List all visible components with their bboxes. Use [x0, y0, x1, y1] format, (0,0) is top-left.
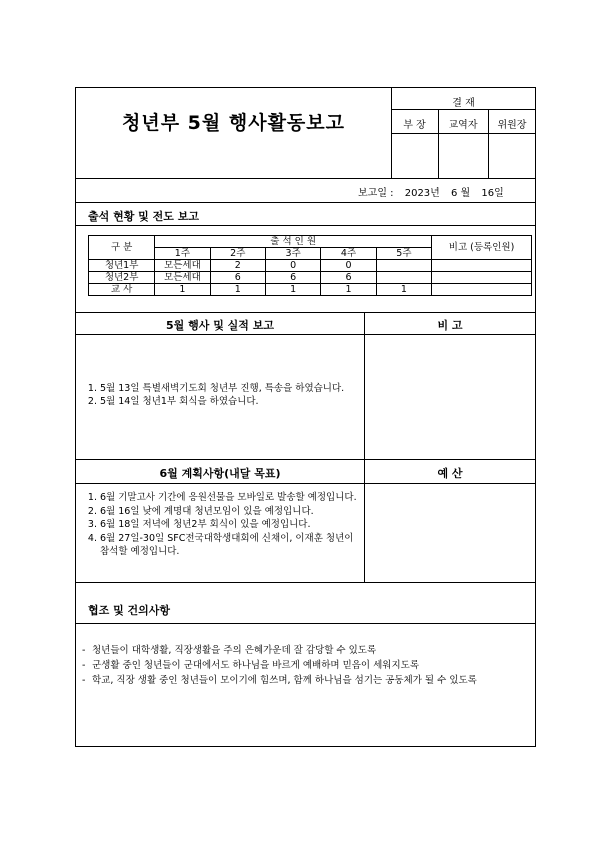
list-item: - 학교, 직장 생활 중인 청년들이 모이기에 힘쓰며, 함께 하나님을 섬기는 공동체가 될 수 있도록 [82, 673, 530, 688]
table-header: 비고 (등록인원) [432, 236, 532, 260]
june-plan-budget-title: 예 산 [437, 467, 463, 480]
report-date-day: 16일 [481, 188, 504, 199]
table-row: 교 사 1 1 1 1 1 [89, 284, 532, 296]
approval-role: 부 장 [403, 120, 426, 131]
may-report-remarks-title: 비 고 [437, 319, 463, 332]
attendance-section-title: 출석 현황 및 전도 보고 [88, 210, 199, 223]
row-label: 청년2부 [89, 272, 155, 284]
attendance-table [88, 235, 532, 296]
week-header: 5주 [376, 248, 431, 260]
week-header: 4주 [321, 248, 376, 260]
approval-role: 교역자 [448, 120, 478, 131]
table-header: 출 석 인 원 [155, 236, 432, 248]
list-item: - 청년들이 대학생활, 직장생활을 주의 은혜가운데 잘 감당할 수 있도록 [82, 643, 530, 658]
report-date-year: 2023년 [404, 188, 440, 199]
list-item: 2. 5월 14일 청년1부 회식을 하였습니다. [100, 396, 360, 409]
june-plan-title: 6월 계획사항(내달 목표) [159, 467, 281, 480]
may-report-list [82, 383, 360, 408]
report-date-month: 6 월 [451, 188, 471, 199]
list-item: 3. 6월 18일 저녁에 청년2부 회식이 있을 예정입니다. [100, 518, 362, 532]
report-date-label: 보고일 : [358, 188, 394, 199]
cooperation-list [82, 643, 530, 688]
table-header: 구 분 [89, 236, 155, 260]
report-document [75, 87, 536, 747]
column-divider [364, 312, 365, 582]
list-item: 1. 5월 13일 특별새벽기도회 청년부 진행, 특송을 하였습니다. [100, 383, 360, 396]
list-item: 1. 6월 기말고사 기간에 응원선물을 모바일로 발송할 예정입니다. [100, 491, 362, 505]
list-item: 2. 6월 16일 낮에 계명대 청년모임이 있을 예정입니다. [100, 505, 362, 519]
may-report-title: 5월 행사 및 실적 보고 [166, 319, 274, 332]
report-date [358, 184, 504, 199]
approval-role: 위원장 [497, 120, 527, 131]
week-header: 2주 [210, 248, 265, 260]
row-label: 청년1부 [89, 260, 155, 272]
list-item: - 군생활 중인 청년들이 군대에서도 하나님을 바르게 예배하며 믿음이 세워지도록 [82, 658, 530, 673]
document-title: 청년부 5월 행사활동보고 [122, 112, 345, 134]
week-header: 1주 [155, 248, 210, 260]
list-item: 4. 6월 27일-30일 SFC전국대학생대회에 신채이, 이재훈 청년이 참석할 예정입니다. [100, 532, 362, 559]
row-label: 교 사 [89, 284, 155, 296]
week-header: 3주 [265, 248, 320, 260]
table-row: 청년1부 모든세대 2 0 0 [89, 260, 532, 272]
cooperation-title: 협조 및 건의사항 [88, 604, 171, 617]
approval-header: 결 재 [452, 98, 475, 109]
june-plan-list [82, 491, 362, 559]
table-row: 청년2부 모든세대 6 6 6 [89, 272, 532, 284]
